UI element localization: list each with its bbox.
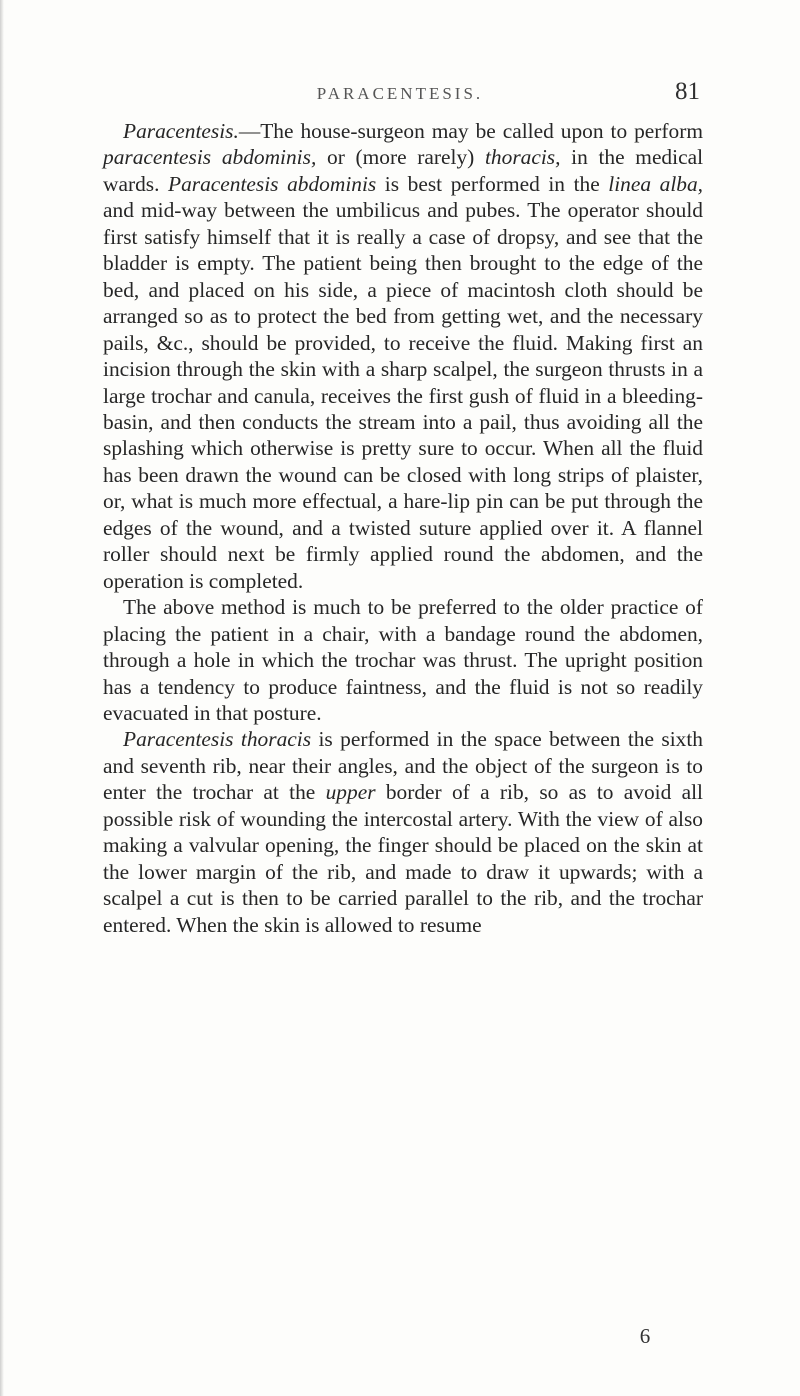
paragraph	[103, 594, 703, 726]
italic-text: Paracentesis thoracis	[123, 727, 312, 752]
italic-text: Paracentesis.	[123, 119, 239, 143]
text-run: or (more rarely)	[316, 145, 485, 170]
page-header	[100, 78, 700, 112]
paragraph	[103, 726, 703, 938]
text-run: is best performed in the	[376, 171, 609, 196]
text-run: —The house-surgeon may be called upon to perform	[238, 119, 703, 143]
page-number: 81	[675, 78, 700, 105]
text-run: in the medical wards.	[103, 145, 704, 196]
italic-text: thoracis,	[484, 145, 561, 170]
text-run: border of a rib, so as to avoid all possible risk of wounding the intercostal artery. With the view of also making a valvular opening, the finger should be placed on the skin at the lower margin of the rib, and made to draw it upwards; with a scalpel a cut is then to be carried parallel to the rib, and the trochar entered. When the skin is allowed to resume	[103, 780, 703, 937]
text-run: and mid-way between the umbilicus and pubes. The operator should first satisfy himself that it is really a case of dropsy, and see that the bladder is empty. The patient being then brought to the edge of the bed, and placed on his side, a piece of macintosh cloth should be arranged so as to protect the bed from getting wet, and the necessary pails, &c., should be provided, to receive the fluid. Making first an incision through the skin with a sharp scalpel, the surgeon thrusts in a large trochar and canula, receives the first gush of fluid in a bleeding-basin, and then conducts the stream into a pail, thus avoiding all the splashing which otherwise is pretty sure to occur. When all the fluid has been drawn the wound can be closed with long strips of plaister, or, what is much more effectual, a hare-lip pin can be put through the edges of the wound, and a twisted suture applied over it. A flannel roller should next be firmly applied round the abdomen, and the operation is completed.	[103, 198, 703, 593]
italic-text: linea alba,	[608, 171, 704, 196]
text-run: is performed in the space between the sixth and seventh rib, near their angles, and the object of the surgeon is to enter the trochar at the	[103, 727, 703, 805]
paragraph	[103, 118, 703, 594]
page-edge-shadow	[0, 0, 4, 1396]
running-head: PARACENTESIS.	[316, 84, 484, 103]
body-text	[103, 118, 703, 938]
italic-text: paracentesis abdominis,	[103, 145, 317, 170]
signature-mark: 6	[639, 1324, 651, 1348]
italic-text: Paracentesis abdominis	[168, 171, 377, 196]
text-run: The above method is much to be preferred to the older practice of placing the patient in a chair, with a bandage round the abdomen, through a hole in which the trochar was thrust. The upright position has a tendency to produce faintness, and the fluid is not so readily evacuated in that posture.	[103, 595, 703, 725]
italic-text: upper	[325, 780, 376, 805]
